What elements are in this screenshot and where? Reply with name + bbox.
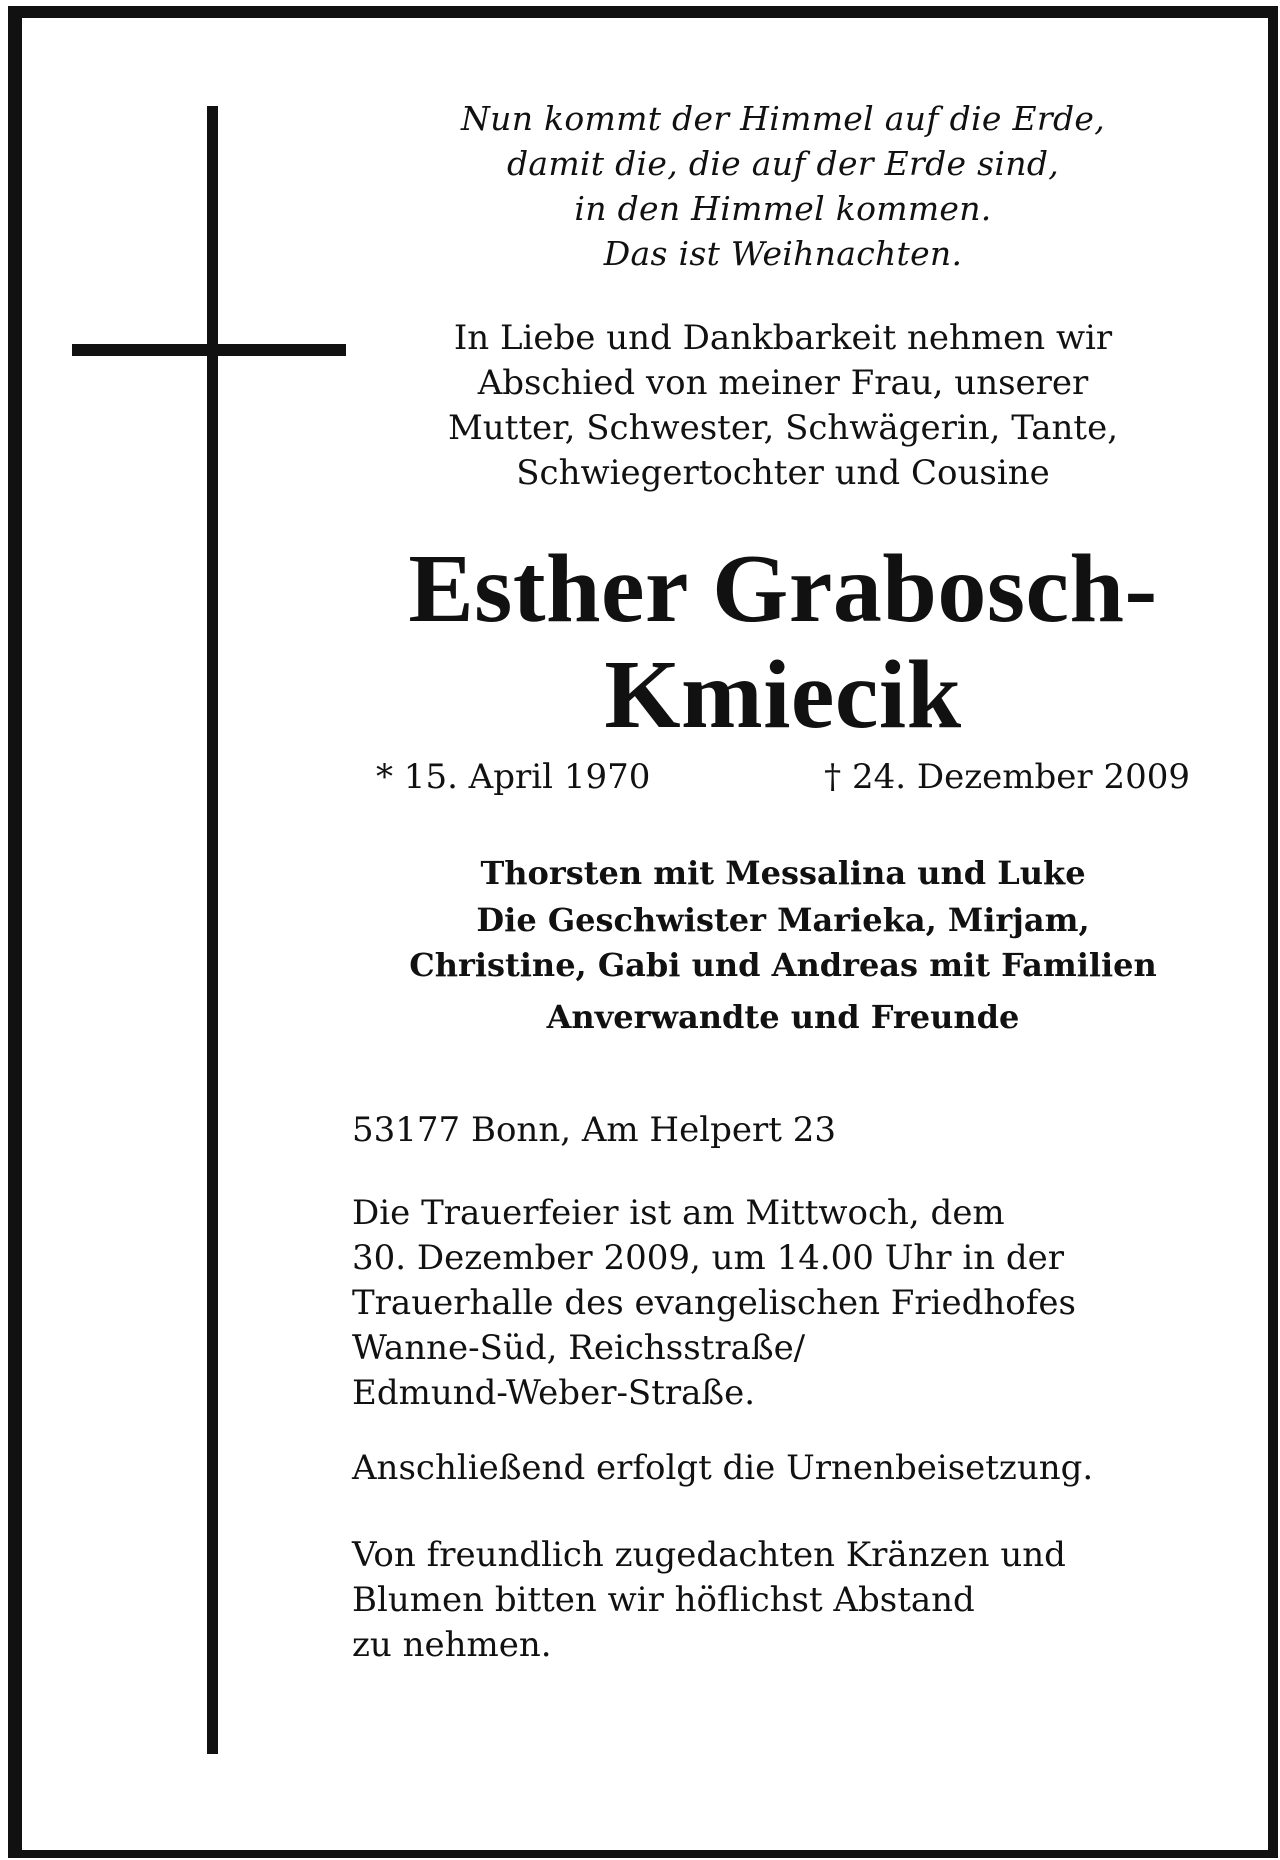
wreath-line: Blumen bitten wir höflichst Abstand bbox=[352, 1580, 975, 1620]
quote-line: damit die, die auf der Erde sind, bbox=[506, 144, 1060, 183]
family-address: 53177 Bonn, Am Helpert 23 bbox=[352, 1110, 836, 1150]
funeral-ceremony-info bbox=[352, 1191, 1214, 1416]
mourner-line: Die Geschwister Marieka, Mirjam, bbox=[476, 901, 1090, 939]
ceremony-line: Trauerhalle des evangelischen Friedhofes bbox=[352, 1283, 1076, 1323]
intro-line: Mutter, Schwester, Schwägerin, Tante, bbox=[447, 408, 1119, 448]
mourner-line: Anverwandte und Freunde bbox=[546, 998, 1020, 1036]
name-line: Kmiecik bbox=[604, 641, 962, 749]
death-date: † 24. Dezember 2009 bbox=[824, 757, 1190, 797]
ceremony-line: Wanne-Süd, Reichsstraße/ bbox=[352, 1328, 806, 1368]
urn-burial-note: Anschließend erfolgt die Urnenbeisetzung. bbox=[352, 1448, 1094, 1488]
deceased-name bbox=[352, 536, 1214, 748]
mourner-line: Christine, Gabi und Andreas mit Familien bbox=[409, 946, 1157, 984]
farewell-intro bbox=[352, 316, 1214, 496]
quote-line: Nun kommt der Himmel auf die Erde, bbox=[460, 99, 1105, 138]
ceremony-line: Edmund-Weber-Straße. bbox=[352, 1373, 756, 1413]
intro-line: Abschied von meiner Frau, unserer bbox=[477, 363, 1089, 403]
wreath-request bbox=[352, 1533, 1214, 1668]
quote-line: Das ist Weihnachten. bbox=[603, 234, 963, 273]
obituary-content bbox=[352, 96, 1214, 1668]
mourners-list bbox=[352, 848, 1214, 1046]
cross-icon-crossbar bbox=[72, 344, 346, 356]
name-line: Esther Grabosch- bbox=[408, 535, 1158, 643]
intro-line: Schwiegertochter und Cousine bbox=[516, 453, 1050, 493]
wreath-line: zu nehmen. bbox=[352, 1625, 552, 1665]
christmas-quote bbox=[352, 96, 1214, 276]
mourner-line: Thorsten mit Messalina und Luke bbox=[480, 854, 1086, 892]
ceremony-line: 30. Dezember 2009, um 14.00 Uhr in der bbox=[352, 1238, 1065, 1278]
life-dates bbox=[352, 754, 1214, 800]
wreath-line: Von freundlich zugedachten Kränzen und bbox=[352, 1535, 1066, 1575]
ceremony-line: Die Trauerfeier ist am Mittwoch, dem bbox=[352, 1193, 1005, 1233]
intro-line: In Liebe und Dankbarkeit nehmen wir bbox=[453, 318, 1113, 358]
quote-line: in den Himmel kommen. bbox=[574, 189, 992, 228]
birth-date: * 15. April 1970 bbox=[376, 757, 651, 797]
